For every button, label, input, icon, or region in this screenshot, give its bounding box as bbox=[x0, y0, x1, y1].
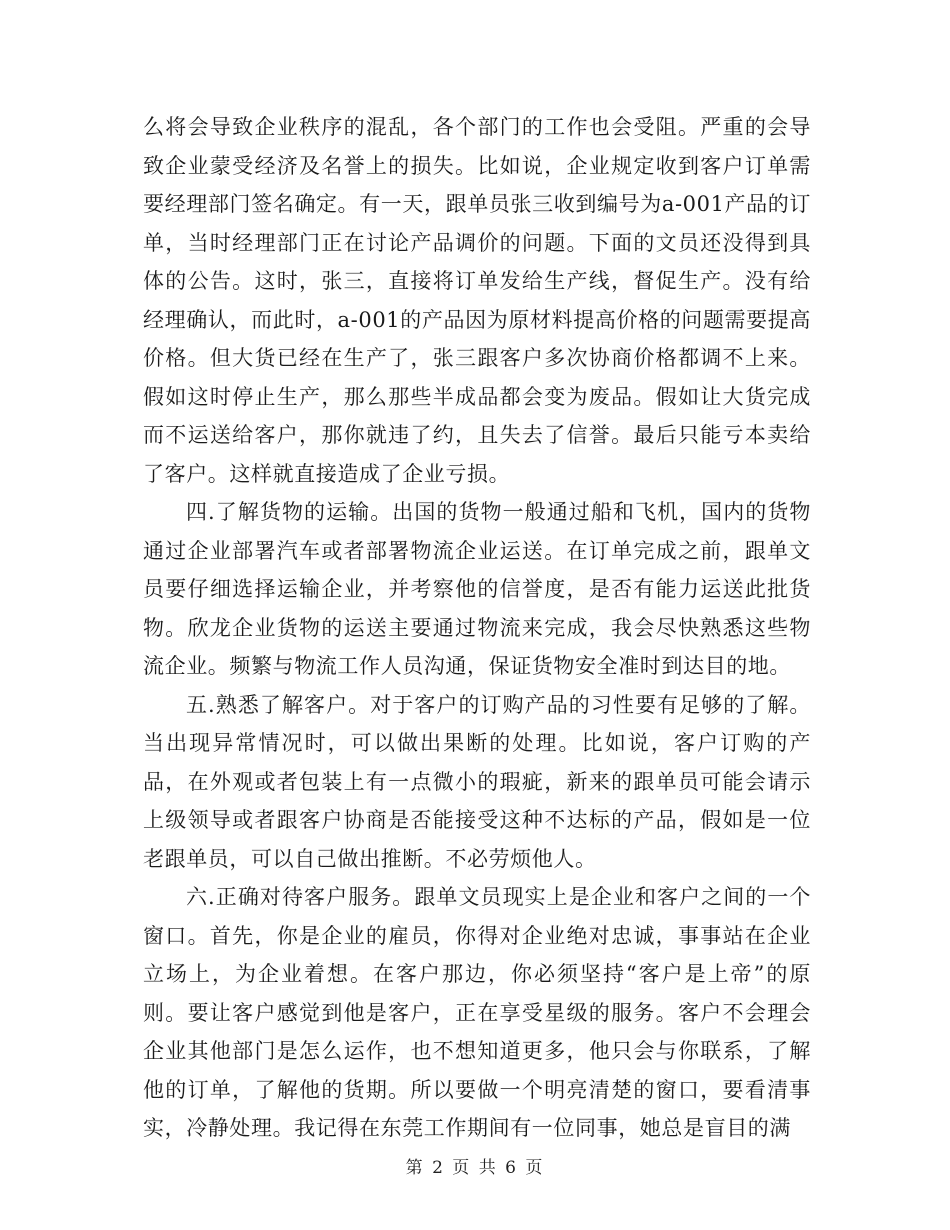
document-body bbox=[143, 108, 811, 1148]
paragraph-3: 五.熟悉了解客户。对于客户的订购产品的习性要有足够的了解。当出现异常情况时，可以做出果断的处理。比如说，客户订购的产品，在外观或者包装上有一点微小的瑕疵，新来的跟单员可能会请示上级领导或者跟客户协商是否能接受这种不达标的产品，假如是一位老跟单员，可以自己做出推断。不必劳烦他人。 bbox=[143, 692, 811, 871]
page-number-footer: 第 2 页 共 6 页 bbox=[405, 1158, 545, 1178]
paragraph-4: 六.正确对待客户服务。跟单文员现实上是企业和客户之间的一个窗口。首先，你是企业的雇员，你得对企业绝对忠诚，事事站在企业立场上，为企业着想。在客户那边，你必须坚持“客户是上帝”的原则。要让客户感觉到他是客户，正在享受星级的服务。客户不会理会企业其他部门是怎么运作，也不想知道更多，他只会与你联系，了解他的订单，了解他的货期。所以要做一个明亮清楚的窗口，要看清事实，冷静处理。我记得在东莞工作期间有一位同事，她总是盲目的满 bbox=[143, 885, 811, 1140]
paragraph-1: 么将会导致企业秩序的混乱，各个部门的工作也会受阻。严重的会导致企业蒙受经济及名誉上的损失。比如说，企业规定收到客户订单需要经理部门签名确定。有一天，跟单员张三收到编号为a-001产品的订单，当时经理部门正在讨论产品调价的问题。下面的文员还没得到具体的公告。这时，张三，直接将订单发给生产线，督促生产。没有给经理确认，而此时，a-001的产品因为原材料提高价格的问题需要提高价格。但大货已经在生产了，张三跟客户多次协商价格都调不上来。假如这时停止生产，那么那些半成品都会变为废品。假如让大货完成而不运送给客户，那你就违了约，且失去了信誉。最后只能亏本卖给了客户。这样就直接造成了企业亏损。 bbox=[143, 115, 811, 486]
paragraph-2: 四.了解货物的运输。出国的货物一般通过船和飞机，国内的货物通过企业部署汽车或者部署物流企业运送。在订单完成之前，跟单文员要仔细选择运输企业，并考察他的信誉度，是否有能力运送此批货物。欣龙企业货物的运送主要通过物流来完成，我会尽快熟悉这些物流企业。频繁与物流工作人员沟通，保证货物安全准时到达目的地。 bbox=[143, 500, 811, 678]
